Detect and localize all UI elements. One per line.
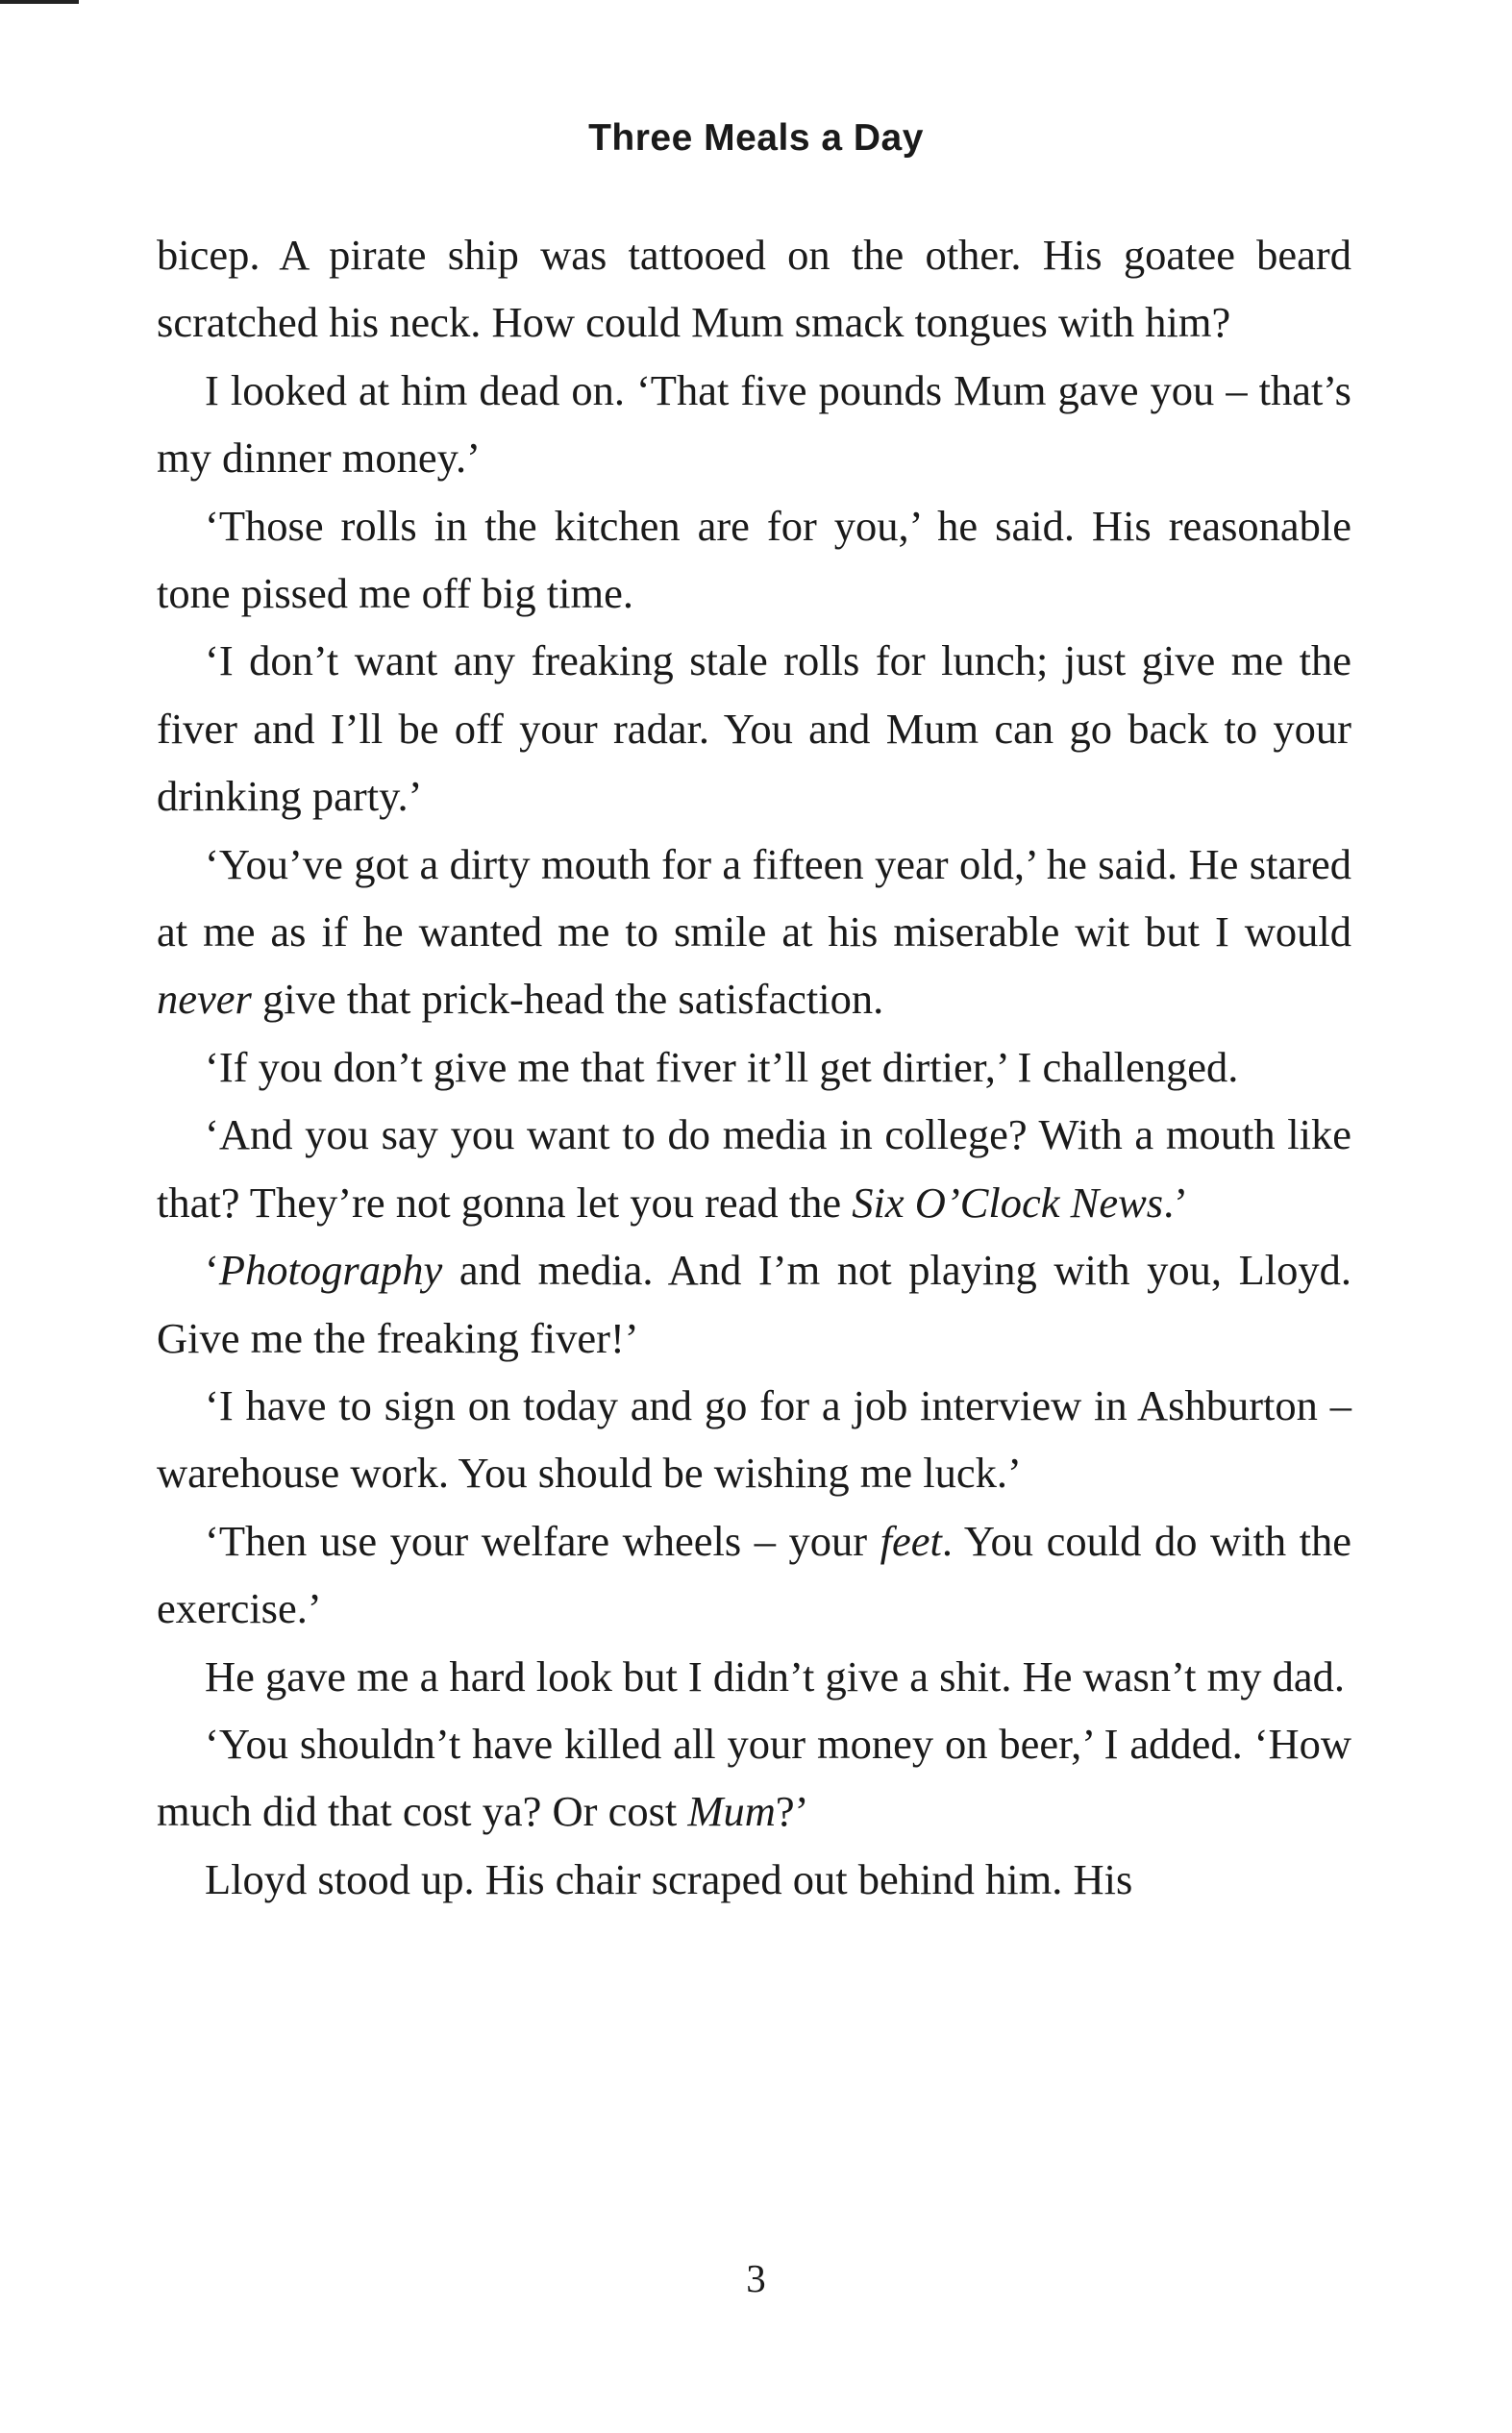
paragraph-3: ‘Those rolls in the kitchen are for you,’ he said. His reasonable tone pissed me off big time. [157, 501, 1351, 618]
paragraph-12 [157, 1710, 1351, 1846]
paragraph-12-emphasis: Mum [687, 1787, 776, 1836]
running-head-title: Three Meals a Day [588, 117, 924, 159]
paragraph-7-text-b: .’ [1163, 1178, 1189, 1227]
paragraph-10-text-b: . You could do with the exercise.’ [157, 1516, 1352, 1633]
paragraph-5 [157, 831, 1351, 1033]
paragraph-8-text-b: and media. And I’m not playing with you, Lloyd. Give me the freaking fiver!’ [157, 1246, 1351, 1362]
paragraph-9: ‘I have to sign on today and go for a job interview in Ashburton – warehouse work. You should be wishing me luck.’ [157, 1380, 1351, 1498]
paragraph-5-emphasis: never [157, 975, 252, 1024]
paragraph-4: ‘I don’t want any freaking stale rolls for lunch; just give me the fiver and I’ll be off your radar. You and Mum can go back to your drinking party.’ [157, 636, 1351, 821]
paragraph-8-emphasis: Photography [218, 1246, 443, 1295]
paragraph-12-text-b: ?’ [775, 1787, 809, 1836]
paragraph-7-text-a: ‘And you say you want to do media in college? With a mouth like that? They’re not gonna let you read the [157, 1110, 1351, 1227]
page-number: 3 [746, 2256, 766, 2300]
scan-edge-mark [0, 0, 79, 4]
paragraph-13: Lloyd stood up. His chair scraped out behind him. His [205, 1854, 1133, 1903]
paragraph-1: bicep. A pirate ship was tattooed on the other. His goatee beard scratched his neck. How could Mum smack tongues with him? [157, 231, 1351, 347]
paragraph-8 [157, 1236, 1351, 1372]
paragraph-6: ‘If you don’t give me that fiver it’ll get dirtier,’ I challenged. [205, 1042, 1239, 1091]
body-text [157, 221, 1351, 1913]
paragraph-10-emphasis: feet [880, 1516, 942, 1565]
paragraph-5-text-b: give that prick-head the satisfaction. [251, 975, 884, 1024]
paragraph-10-text-a: ‘Then use your welfare wheels – your [205, 1516, 880, 1565]
paragraph-5-text-a: ‘You’ve got a dirty mouth for a fifteen year old,’ he said. He stared at me as if he wanted me to smile at his miserable wit but I would [157, 839, 1351, 956]
paragraph-10 [157, 1507, 1351, 1643]
paragraph-12-text-a: ‘You shouldn’t have killed all your money on beer,’ I added. ‘How much did that cost ya? Or cost [157, 1719, 1351, 1836]
paragraph-11: He gave me a hard look but I didn’t give a shit. He wasn’t my dad. [205, 1651, 1345, 1701]
paragraph-8-text-a: ‘ [205, 1246, 219, 1295]
paragraph-7 [157, 1101, 1351, 1236]
paragraph-2: I looked at him dead on. ‘That five pounds Mum gave you – that’s my dinner money.’ [157, 365, 1351, 483]
paragraph-7-emphasis: Six O’Clock News [852, 1178, 1164, 1227]
